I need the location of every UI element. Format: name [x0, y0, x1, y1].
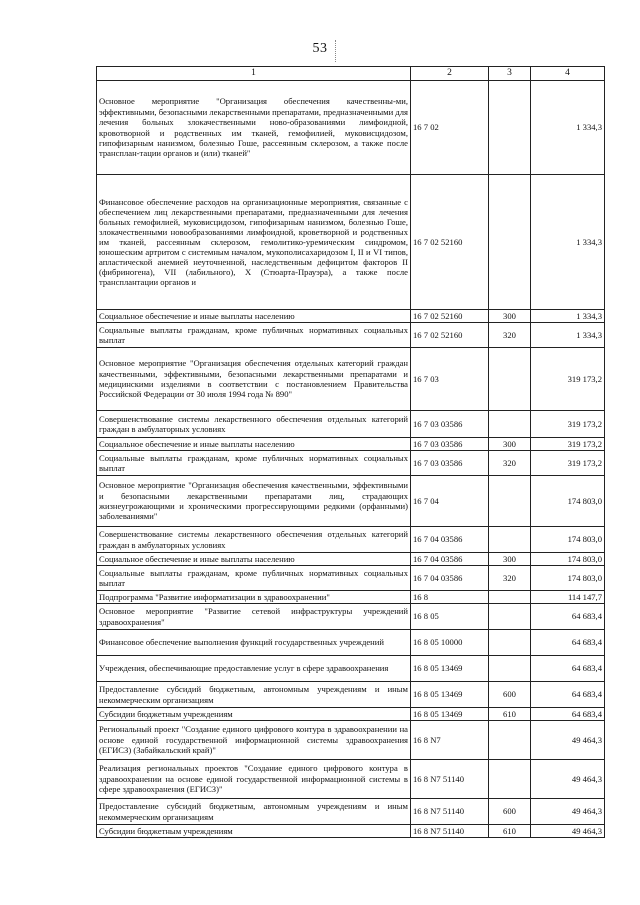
row-vr: 320: [489, 566, 531, 591]
row-name: Социальное обеспечение и иные выплаты населению: [97, 438, 411, 451]
row-sum: 1 334,3: [531, 323, 605, 348]
row-sum: 64 683,4: [531, 656, 605, 682]
row-name: Финансовое обеспечение выполнения функций государственных учреждений: [97, 630, 411, 656]
row-vr: [489, 656, 531, 682]
table-row: [97, 81, 605, 175]
row-sum: 319 173,2: [531, 451, 605, 476]
table-row: [97, 451, 605, 476]
row-name: Субсидии бюджетным учреждениям: [97, 708, 411, 721]
row-code: 16 8 N7 51140: [411, 799, 489, 825]
row-vr: [489, 81, 531, 175]
table-row: [97, 721, 605, 760]
row-name: Социальные выплаты гражданам, кроме публичных нормативных социальных выплат: [97, 323, 411, 348]
row-name: Основное мероприятие "Организация обеспечения качественными, эффективными и безопасными лекарственными препаратами лиц, страдающих жизнеугрожающими и хроническими прогрессирующими редкими (орфанными) заболеваниями": [97, 476, 411, 527]
row-name: Реализация региональных проектов "Создание единого цифрового контура в здравоохранении на основе единой государственной информационной системы в сфере здравоохранения (ЕГИСЗ)": [97, 760, 411, 799]
row-name: Социальное обеспечение и иные выплаты населению: [97, 553, 411, 566]
row-code: 16 7 04 03586: [411, 566, 489, 591]
row-name: Основное мероприятие "Организация обеспечения отдельных категорий граждан качественными, эффективными, безопасными лекарственными препаратами и медицинскими изделиями в соответствии с постановлением Правительства Российской Федерации от 30 июля 1994 года № 890": [97, 348, 411, 411]
row-name: Финансовое обеспечение расходов на организационные мероприятия, связанные с обеспечением лиц лекарственными препаратами, предназначенными для лечения больных гемофилией, муковисцидозом, гипофизарным нанизмом, болезнью Гоше, злокачественными новообразованиями лимфоидной, кроветворной и родственных им тканей, рассеянным склерозом, гемолитико-уремическим синдромом, юношеским артритом с системным началом, мукополисахаридозом I, II и VI типов, апластической анемией неуточненной, наследственным дефицитом факторов II (фибриногена), VII (лабильного), X (Стюарта-Прауэра), а также после трансплантации органов и: [97, 175, 411, 310]
fold-marker: [335, 40, 336, 62]
row-vr: [489, 175, 531, 310]
row-sum: 114 147,7: [531, 591, 605, 604]
table-row: [97, 411, 605, 438]
table-row: [97, 682, 605, 708]
row-code: 16 7 02: [411, 81, 489, 175]
row-vr: 320: [489, 451, 531, 476]
row-vr: 320: [489, 323, 531, 348]
row-sum: 1 334,3: [531, 175, 605, 310]
table-row: [97, 310, 605, 323]
row-code: 16 7 03: [411, 348, 489, 411]
row-code: 16 8 N7 51140: [411, 825, 489, 838]
row-name: Совершенствование системы лекарственного обеспечения отдельных категорий граждан в амбулаторных условиях: [97, 411, 411, 438]
row-vr: 600: [489, 682, 531, 708]
row-vr: [489, 721, 531, 760]
row-code: 16 8 05 13469: [411, 708, 489, 721]
row-vr: 600: [489, 799, 531, 825]
row-name: Предоставление субсидий бюджетным, автономным учреждениям и иным некоммерческим организациям: [97, 682, 411, 708]
table-row: [97, 438, 605, 451]
table-row: [97, 591, 605, 604]
row-code: 16 7 03 03586: [411, 451, 489, 476]
table-row: [97, 553, 605, 566]
row-code: 16 8: [411, 591, 489, 604]
header-cell-name: 1: [97, 67, 411, 81]
row-name: Подпрограмма "Развитие информатизации в здравоохранении": [97, 591, 411, 604]
row-sum: 174 803,0: [531, 527, 605, 553]
row-name: Социальные выплаты гражданам, кроме публичных нормативных социальных выплат: [97, 566, 411, 591]
row-vr: [489, 630, 531, 656]
row-sum: 64 683,4: [531, 630, 605, 656]
row-vr: 300: [489, 310, 531, 323]
row-vr: [489, 604, 531, 630]
row-name: Региональный проект "Создание единого цифрового контура в здравоохранении на основе единой государственной информационной системы здравоохранения (ЕГИСЗ) (Забайкальский край)": [97, 721, 411, 760]
row-sum: 174 803,0: [531, 476, 605, 527]
row-name: Совершенствование системы лекарственного обеспечения отдельных категорий граждан в амбулаторных условиях: [97, 527, 411, 553]
table-row: [97, 708, 605, 721]
row-vr: 610: [489, 708, 531, 721]
table-row: [97, 799, 605, 825]
row-name: Социальное обеспечение и иные выплаты населению: [97, 310, 411, 323]
header-cell-sum: 4: [531, 67, 605, 81]
row-vr: [489, 527, 531, 553]
row-name: Социальные выплаты гражданам, кроме публичных нормативных социальных выплат: [97, 451, 411, 476]
row-vr: 300: [489, 553, 531, 566]
row-vr: [489, 348, 531, 411]
row-name: Основное мероприятие "Развитие сетевой инфраструктуры учреждений здравоохранения": [97, 604, 411, 630]
row-code: 16 8 05 10000: [411, 630, 489, 656]
budget-table: [96, 66, 605, 838]
row-sum: 319 173,2: [531, 411, 605, 438]
row-code: 16 7 03 03586: [411, 438, 489, 451]
table-row: [97, 760, 605, 799]
row-sum: 49 464,3: [531, 760, 605, 799]
row-code: 16 8 05 13469: [411, 682, 489, 708]
row-name: Основное мероприятие "Организация обеспечения качественны-ми, эффективными, безопасными лекарственными препаратами, предназначенными для лечения больных злокачественными ново-образованиями лимфоидной, кровотворной и родственных им тканей, гемофилией, муковисцидозом, гипофизарным нанизмом, болезнью Гоше, рассеянным склерозом, а также после трансплан-тации органов и (или) тканей": [97, 81, 411, 175]
table-row: [97, 630, 605, 656]
row-sum: 49 464,3: [531, 825, 605, 838]
row-code: 16 8 05: [411, 604, 489, 630]
row-sum: 1 334,3: [531, 310, 605, 323]
row-vr: [489, 411, 531, 438]
row-vr: 300: [489, 438, 531, 451]
row-sum: 64 683,4: [531, 708, 605, 721]
table-row: [97, 527, 605, 553]
table-row: [97, 348, 605, 411]
row-code: 16 7 04 03586: [411, 527, 489, 553]
row-sum: 49 464,3: [531, 799, 605, 825]
row-code: 16 7 03 03586: [411, 411, 489, 438]
row-vr: [489, 476, 531, 527]
row-sum: 64 683,4: [531, 682, 605, 708]
row-code: 16 8 05 13469: [411, 656, 489, 682]
row-code: 16 7 02 52160: [411, 175, 489, 310]
row-code: 16 8 N7: [411, 721, 489, 760]
row-name: Предоставление субсидий бюджетным, автономным учреждениям и иным некоммерческим организациям: [97, 799, 411, 825]
table-row: [97, 825, 605, 838]
row-code: 16 7 02 52160: [411, 323, 489, 348]
row-sum: 319 173,2: [531, 438, 605, 451]
page-number: 53: [312, 41, 328, 56]
row-sum: 174 803,0: [531, 553, 605, 566]
table-row: [97, 566, 605, 591]
row-code: 16 8 N7 51140: [411, 760, 489, 799]
row-sum: 49 464,3: [531, 721, 605, 760]
table-row: [97, 175, 605, 310]
row-code: 16 7 04 03586: [411, 553, 489, 566]
row-code: 16 7 02 52160: [411, 310, 489, 323]
row-sum: 1 334,3: [531, 81, 605, 175]
row-code: 16 7 04: [411, 476, 489, 527]
header-row: [97, 67, 605, 81]
row-sum: 319 173,2: [531, 348, 605, 411]
row-vr: [489, 760, 531, 799]
row-name: Учреждения, обеспечивающие предоставление услуг в сфере здравоохранения: [97, 656, 411, 682]
row-name: Субсидии бюджетным учреждениям: [97, 825, 411, 838]
row-vr: 610: [489, 825, 531, 838]
table-row: [97, 604, 605, 630]
row-sum: 64 683,4: [531, 604, 605, 630]
table-row: [97, 476, 605, 527]
row-vr: [489, 591, 531, 604]
header-cell-vr: 3: [489, 67, 531, 81]
header-cell-code: 2: [411, 67, 489, 81]
table-row: [97, 323, 605, 348]
table-row: [97, 656, 605, 682]
row-sum: 174 803,0: [531, 566, 605, 591]
